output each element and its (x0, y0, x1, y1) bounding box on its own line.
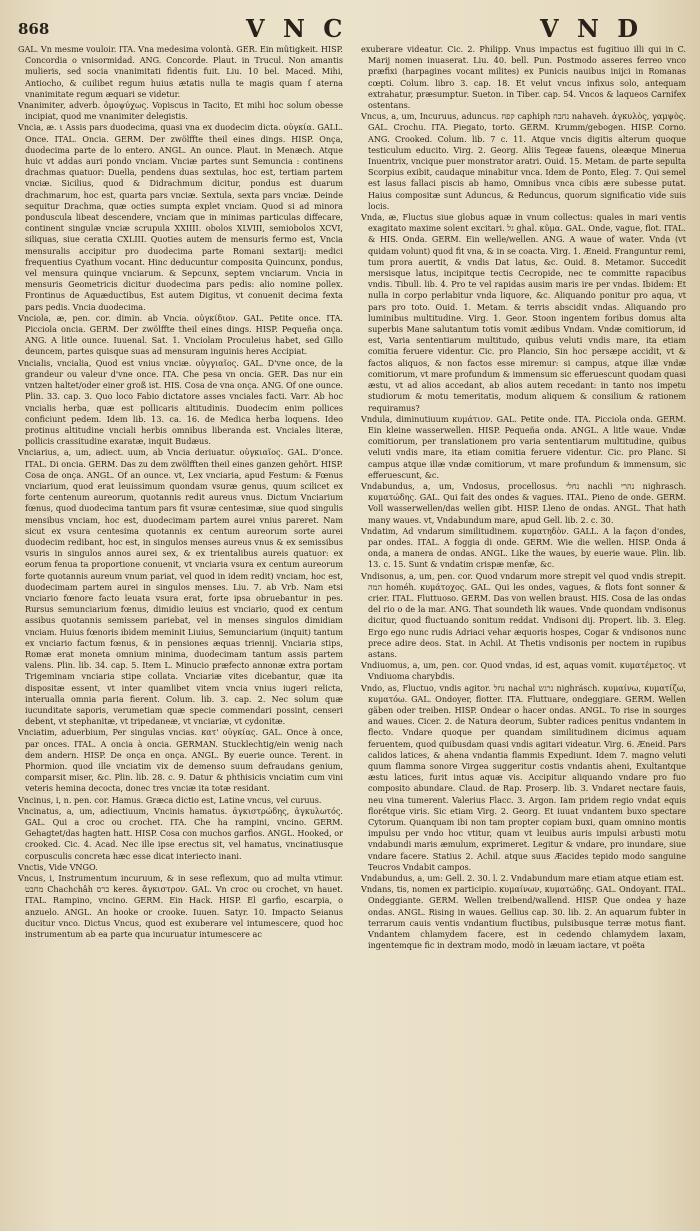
dictionary-entry: Vnctis, Vide VNGO. (18, 861, 98, 872)
dictionary-entry: Vnciarius, a, um, adiect. uum, ab Vncia deriuatur. οὐγκιαῖος. GAL. D'once. ITAL. Di oncia. GERM. Das zu dem zwölfften theil eines ganzen gehört. HISP. Cosa de onça. ANGL. Of an ounce. vt, Lex vnciaria, apud Festum: & Fœnus vnciarium, quod erat leuissimum quondam vsuræ genus, quum scilicet ex forte centenum aureorum, quotannis redit aureus vnus. Dictum Vnciarium fœnus, quod duodecima tantum pars fit vsuræ centesimæ, siue quod singulis mensibus vnciam, hoc est, duodecimam partem aurei vnius pareret. Nam sicut ex vsura centesima quotannis ex centum aureorum sorte aurei duodecim redibant, hoc est, in singulos menses aureus vnus & ex semissibus vsuris in singulos annos aurei sex, & ex trientalibus aureis quatuor: ex eorum fenua ta proportione conuenit, vt vnciaria vsura ex centum aureorum forte quotannis aureum vnum pariat, vel quod in idem redit) vnciam, hoc est, duodecimam partem aurei in singulos menses. Liu. 7. ab Vrb. Nam etsi vnciario fœnore facto leuata vsura erat, forte ipsa obruebantur in pes. Rursus semunciarium fœnus, dimidio leuius est vnciario, quod ex centum assibus quotannis semissem pariebat, vel in menses singulos dimidiam vnciam. Huius fœnoris ibidem meminit Liuius, Semunciarium (inquit) tantum ex vnciario factum fœnus, & in pensiones æquas triennij. Vnciaria stips, Romæ erat moneta omnium minima, duodecimam tantum assis partem valens. Plin. lib. 34. cap. 5. Item L. Minucio præfecto annonæ extra portam Trigeminam vnciaria stipe collata. Vnciariæ vites dicebantur, quæ ita dispositæ essent, vt inter quamlibet vitem vncia vnius iugeri relicta, interualla omnia paria fierent. Colum. lib. 3. cap. 2. Nec solum quæ iucunditate saporis, verumetiam quæ specie commendari possint, censeri debent, vt stephanitæ, vt tripedaneæ, vt vnciariæ, vt cydonitæ. (18, 447, 343, 727)
dictionary-entry: Vncialis, vncialia, Quod est vnius vnciæ. οὐγγιαῖος. GAL. D'vne once, de la grandeur ou valeur d'vne once. ITA. Che pesa vn oncia. GER. Das nur ein vntzen haltet/oder einer groß ist. HIS. Cosa de vna onça. ANG. Of one ounce. Plin. 33. cap. 3. Quo loco Fabio dictatore asses vnciales facti. Varr. Ab hoc vncialis herba, quæ est pollicaris altitudinis. Duodecim enim pollices conficiunt pedem. Idem lib. 13. ca. 16. de Medica herba loquens. Ideo protinus altitudine vnciali herbis omnibus liberanda est. Vnciales literæ, pollicis crassitudine exaratæ, inquit Budæus. (18, 357, 343, 447)
dictionary-entry: Vndabundus, a, um: Gell. 2. 30. l. 2. Vndabundum mare etiam atque etiam est. (361, 873, 684, 884)
dictionary-entry: Vndans, tis, nomen ex participio. κυμαίνων, κυματώδης. GAL. Ondoyant. ITAL. Ondeggiante. GERM. Wellen treibend/wallend. HISP. Que ondea y haze ondas. ANGL. Rising in waues. Gellius cap. 30. lib. 2. An aquarum fubter in terrarum cauis ventis vndantium fluctibus, pulsibusque terræ motus fiant. Vndantem chlamydem facere, est in cedendo chlamydem laxam, ingentemque fic in dextram modo, modò in læuam iactare, vt poëta (361, 884, 686, 951)
dictionary-entry: Vnanimiter, adverb. ὁμοψύχως. Vopiscus in Tacito, Et mihi hoc solum obesse incipiat, quod me vnanimiter delegistis. (18, 100, 343, 122)
right-column (361, 44, 686, 1224)
dictionary-entry: Vncinatus, a, um, adiectiuum, Vncinis hamatus. ἀγκιστρώδης, ἀγκυλωτός. GAL. Qui a croc ou crochet. ITA. Che ha rampini, vncino. GERM. Gehagtet/das hagten hatt. HISP. Cosa con muchos garfios. ANGL. Hooked, or crooked. Cic. 4. Acad. Nec ille ipse erectus sit, vel hamatus, vncinatiusque corpusculis concreta hæc esse dicat interiecto inani. (18, 805, 343, 861)
dictionary-entry: Vndabundus, a, um, Vndosus, procellosus. נחלי nachli נהרי nighrasch. κυματώδης. GAL. Qui fait des ondes & vagues. ITAL. Pieno de onde. GERM. Voll wasserwellen/das wellen gibt. HISP. Lleno de ondas. ANGL. That hath many waues. vt, Vndabundum mare, apud Gell. lib. 2. c. 30. (361, 480, 686, 525)
dictionary-entry: Vnciola, æ, pen. cor. dimin. ab Vncia. οὐγκίδιον. GAL. Petite once. ITA. Picciola oncia. GERM. Der zwölffte theil eines dings. HISP. Pequeña onça. ANG. A litle ounce. Iuuenal. Sat. 1. Vnciolam Proculeius habet, sed Gillo deuncem, partes quisque suas ad mensuram inguinis heres Accipiat. (18, 312, 343, 357)
dictionary-entry: GAL. Vn mesme vouloir. ITA. Vna medesima volontà. GER. Ein mütigkeit. HISP. Concordia o vnisormidad. ANG. Concorde. Plaut. in Trucul. Non amantis mulieris, sed socia vnanimitati fidentis fuit. Liu. 10 bel. Maced. Mihi, Antiocho, & cuilibet regum huius ætatis nulla te magis quam ſ aterna vnanimitate regum æquari se videtur. (18, 44, 343, 99)
dictionary-entry: Vncus, a, um, Incuruus, aduncus. קפח caphiph נחבח nahaveh. ἀγκυλὸς, γαμψὸς. GAL. Crochu. ITA. Piegato, torto. GERM. Krumm/gebogen. HISP. Corno. ANG. Crooked. Colum. lib. 7 c. 11. Atque vncis digitis alterum quoque testiculum educito. Virg. 2. Georg. Aliis Tegeæ fauens, oleæque Minerua Inuentrix, vncique puer monstrator aratri. Ouid. 15. Metam. de parte sepulta Scorpius exibit, caudaque minabitur vnca. Idem de Ponto, Eleg. 7. Qui semel est lasus fallaci piscis ab hamo, Omnibus vnca cibis ære subesse putat. Haius compositæ sunt Aduncus, & Reduncus, quorum significatio vide suis locis. (361, 111, 686, 211)
dictionary-entry: Vndiuomus, a, um, pen. cor. Quod vndas, id est, aquas vomit. κυματέμετος. vt Vndiuoma charybdis. (361, 660, 686, 682)
page-header (18, 14, 686, 44)
left-column (18, 44, 343, 1224)
dictionary-entry: exuberare videatur. Cic. 2. Philipp. Vnus impactus est fugitiuo illi qui in C. Marij nomen inuaserat. Liu. 40. bell. Pun. Postmodo asseres ferreo vnco præfixi (harpagines vocant milites) ex Punicis nauibus inijci in Romanas cœpti. Colum. libro 3. cap. 18. Et velut vncus infixus solo, antequam extrahatur, præsumptur. Sueton. in Tiber. cap. 54. Vncos & laqueos Carnifex ostentans. (361, 44, 686, 111)
running-head-left: V N C (246, 14, 348, 43)
dictionary-entry: Vncus, i, Instrumentum incuruum, & in sese reflexum, quo ad multa vtimur. מחבט Chachchâh כרס keres. ἄγκιστρον. GAL. Vn croc ou crochet, vn hauet. ITAL. Rampino, vncino. GERM. Ein Hack. HISP. El garfio, escarpia, o anzuelo. ANGL. An hooke or crooke. Iuuen. Satyr. 10. Impacto Seianus ducitur vnco. Dictus Vncus, quod est exuberare vel intumescere, quod hoc instrumentum ab ea parte qua incuruatur intumescere ac (18, 873, 343, 940)
dictionary-entry: Vndo, as, Fluctuo, vndis agitor. נחל nachal נרגש nighrásch. κυμαίνω, κυματίζω, κυματόω. GAL. Ondoyer, flotter. ITA. Fluttuare, ondeggiare. GERM. Wellen gäben oder treiben. HISP. Ondear o hacer ondas. ANGL. To rise in sourges and waues. Cicer. 2. de Natura deorum, Subter radices penitus vndantem in flecto. Vndare quoque per quandam similitudinem dicimus aquam feruentem, quod quibusdam quasi vndis agitari videatur. Virg. 6. Æneid. Pars calidos latices, & ahena vndantia flammis Expediunt. Idem 7. magno veluti quum flamma sonore Virgea suggeritur costis vndantis aheni, Exultantque æstu latices, furit intus aquæ vis. Accipitur aliquando vndare pro fuo composito abundare. Claud. de Rap. Proserp. lib. 3. Vndaret nectare fauis, neu vina tumerent. Valerius Flacc. 3. Argon. Iam pridem regio vndat equis florétque viris. Sic etiam Virg. 2. Georg. Et iuuat vndantem buxo spectare Cytorum. Quanquam ibi non tam propter copiam buxi, quam omnino montis impulsu per vndo hoc vtitur, quam vt leuibus auris impulsi arbusti motu vndabundi maris æmulum, exprimeret. Legitur & vndare, pro inundare, siue vndare facere. Statius 2. Achil. atque suus Æacides tepido modo sanguine Teucros Vndabit campos. (361, 682, 686, 872)
dictionary-entry: Vndatim, Ad vndarum similitudinem. κυματηδὸν. GALL. A la façon d'ondes, par ondes. ITAL. A foggia di onde. GERM. Wie die wellen. HISP. Onda á onda, a manera de ondas. ANGL. Like the waues, by euerie waue. Plin. lib. 13. c. 15. Sunt & vndatim crispæ menfæ, &c. (361, 525, 686, 570)
dictionary-entry: Vnda, æ, Fluctus siue globus aquæ in vnum collectus: quales in mari ventis exagitato maxime solent excitari. גל ghal. κῦμα. GAL. Onde, vague, flot. ITAL. & HIS. Onda. GERM. Ein welle/wellen. ANG. A waue of water. Vnda (vt quidam volunt) quod fit vna, & in se coacta. Virg. 1. Æneid. Franguntur remi, tum prora auertit, & vndis Dat latus, &c. Ouid. 8. Metamor. Succedit mersisque latus, incipitque tectis Cecropide, nec te committe rapacibus vndis. Tibull. lib. 4. Pro te vel rapidas ausim maris ire per vndas. Ibidem: Et nulla in corpo perlabitur vnda liquore, &c. Aliquando ponitur pro aqua, vt pars pro toto. Ouid. 1. Metam. & terris abscidit vndas. Aliquando pro luminibus multitudine. Virg. 1. Geor. Stoon ingentem foribus domus alta superbis Mane salutantum totis vomit ædibus Vndam. Vndæ comitiorum, id est, Varia sententiarum multitudo, quibus veluti vndis mare, ita etiam comitia feruere videntur. Cic. pro Plancio, Sin hoc persæpe accidit, vt & factos aliquos, & non factos esse miremur: si campus, atque illæ vndæ comitiorum, vt mare profundum & immensum sic efferuescunt quodam quasi æstu, vt ad alios accedant, ab alios autem recedant: in tanto nos impetu studiorum & motu temeritatis, modum aliquem & consilium & rationem requiramus? (361, 212, 686, 413)
dictionary-entry: Vncia, æ. ι Assis pars duodecima, quasi vna ex duodecim dicta. οὐγκία. GALL. Once. ITAL. Oncia. GERM. Der zwölffte theil eines dings. HISP. Onça, duodecima parte de lo entero. ANGL. An ounce. Plaut. in Menæch. Atque huic vt addas auri pondo vnciam. Vnciæ partes sunt Semuncia : continens drachmas quatuor: Duella, pendens duas sextulas, hoc est, tertiam partem vnciæ. Sicilius, quod & Didrachmum dicitur, pondus est duarum drachmarum, hoc est, quarta pars vnciæ. Sextula, sexta pars vnciæ. Deinde sequitur Drachma, quæ octies sumpta explet vnciam. Quod si ad minora ponduscula libeat descendere, vnciam que in minimas particulas diffecare, continent singulæ vnciæ scrupula XXIIII. obolos XLVIII, semiobolos XCVI, siliquas, siue ceratia CXLIII. Quoties autem de mensuris fermo est, Vncia mensuralis accipitur pro duodecima parte Romani sextarij: medici frequentius Cyathum vocant. Hinc deducuntur composita Quincunx, pondus, vel mensura quinque vnciarum. & Sepcunx, septem vnciarum. Vncia in mensuris Geometricis dicitur duodecima pars pedis: alio nomine pollex. Frontinus de Aquæductibus, Est autem Digitus, vt conuenit decima fexta pars pedis. Vncia duodecima. (18, 122, 343, 312)
dictionary-entry: Vncinus, i, n. pen. cor. Hamus. Græca dictio est, Latine vncus, vel curuus. (18, 794, 322, 805)
text-columns (18, 44, 686, 1224)
dictionary-entry: Vndisonus, a, um, pen. cor. Quod vndarum more strepit vel quod vndis strepit. המה homéh. κυμάτοχος. GAL. Qui les ondes, vagues, & flots font sonner & crier. ITAL. Fluttuoso. GERM. Das von wellen braust. HIS. Cosa de las ondas del rio o de la mar. ANG. That soundeth lik waues. Vnde quondam vndisonus dicitur, quod fluctuando sonitum reddat. Vndisoni dij. Propert. lib. 3. Eleg. Ergo ego nunc rudis Adriaci vehar æquoris hospes, Cogar & vndisonos nunc prece adire deos. Stat. in Achil. At Thetis vndisonis per noctem in rupibus astans. (361, 570, 686, 659)
dictionary-entry: Vndula, diminutiuum κυμάτιον. GAL. Petite onde. ITA. Picciola onda. GERM. Ein kleine wasserwellen. HISP. Pequeña onda. ANGL. A litle waue. Vndæ comitiorum, per translationem pro varia sententiarum multitudine, quibus veluti vndis mare, ita etiam comitia feruere videntur. Cic. pro Planc. Si campus atque illæ vndæ comitiorum, vt mare profundum & immensum, sic efferuescunt, &c. (361, 413, 686, 480)
page-number: 868 (18, 20, 50, 38)
dictionary-entry: Vnciatim, aduerbium, Per singulas vncias. κατ' οὐγκίας. GAL. Once à once, par onces. ITAL. A oncia à oncia. GERMAN. Stucklechtig/ein wenig nach dem andern. HISP. De onça en onça. ANGL. By euerie ounce. Terent. in Phormion. quod ille vnciatim vix de demenso suum defraudans genium, comparsit miser, &c. Plin. lib. 28. c. 9. Datur & phthisicis vnciatim cum vini veteris hemina decocta, donec tres vnciæ ita totæ residant. (18, 727, 343, 794)
running-head-right: V N D (540, 14, 644, 43)
